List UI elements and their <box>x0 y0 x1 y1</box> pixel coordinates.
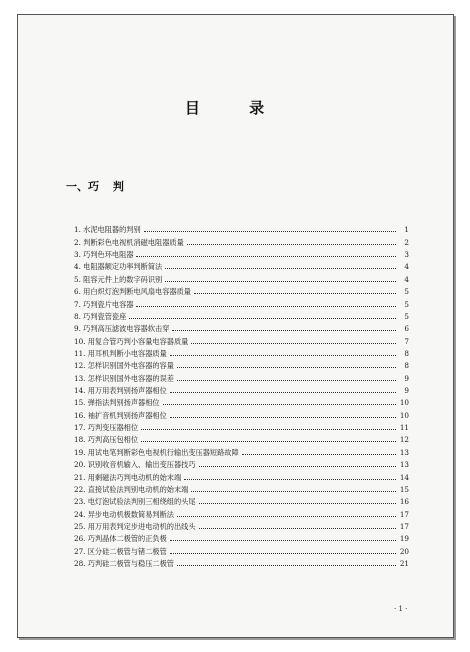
toc-entry-page: 9 <box>404 373 409 383</box>
toc-entry-page: 17 <box>399 509 409 519</box>
toc-entry[interactable] <box>74 347 409 359</box>
toc-entry[interactable] <box>74 285 409 297</box>
toc-entry-title: 21. 用剩磁法巧判电动机的始末端 <box>74 472 182 482</box>
toc-entry[interactable] <box>74 223 409 235</box>
toc-entry-title: 11. 用耳机判断小电容器质量 <box>74 348 167 358</box>
toc-entry[interactable] <box>74 470 409 482</box>
toc-leader-dots <box>144 231 396 232</box>
toc-entry-title: 16. 袖扩音机判别扬声器相位 <box>74 410 167 420</box>
toc-leader-dots <box>177 380 396 381</box>
toc-entry-title: 1. 水泥电阻器的判别 <box>74 225 141 235</box>
toc-leader-dots <box>141 441 396 442</box>
toc-entry-title: 26. 巧判晶体二极管的正负极 <box>74 534 167 544</box>
toc-entry-page: 5 <box>404 311 409 321</box>
toc-entry-page: 12 <box>399 435 409 445</box>
toc-leader-dots <box>177 565 396 566</box>
toc-entry-page: 10 <box>399 398 409 408</box>
toc-leader-dots <box>170 392 396 393</box>
toc-entry-page: 7 <box>404 336 409 346</box>
toc-entry-page: 6 <box>404 324 409 334</box>
toc-entry-page: 4 <box>404 274 409 284</box>
toc-entry[interactable] <box>74 322 409 334</box>
toc-entry[interactable] <box>74 458 409 470</box>
toc-entry[interactable] <box>74 532 409 544</box>
toc-leader-dots <box>163 404 396 405</box>
toc-entry[interactable] <box>74 371 409 383</box>
toc-leader-dots <box>170 355 396 356</box>
toc-entry[interactable] <box>74 310 409 322</box>
toc-entry[interactable] <box>74 384 409 396</box>
toc-entry-page: 14 <box>399 472 409 482</box>
toc-entry-title: 27. 区分硅二极管与锗二极管 <box>74 546 167 556</box>
toc-entry[interactable] <box>74 396 409 408</box>
toc-entry-page: 1 <box>404 225 409 235</box>
toc-entry-title: 7. 巧判瓷片电容器 <box>74 299 134 309</box>
toc-entry-title: 18. 巧判高压包相位 <box>74 435 139 445</box>
toc-entry-page: 10 <box>399 410 409 420</box>
toc-entry[interactable] <box>74 433 409 445</box>
toc-entry[interactable] <box>74 520 409 532</box>
toc-entry-page: 17 <box>399 521 409 531</box>
toc-leader-dots <box>165 281 396 282</box>
toc-leader-dots <box>199 528 396 529</box>
toc-entry-page: 16 <box>399 497 409 507</box>
page-title: 目 录 <box>184 99 287 117</box>
toc-entry-title: 5. 阻容元件上的数字码识别 <box>74 274 163 284</box>
toc-entry[interactable] <box>74 334 409 346</box>
toc-entry-title: 17. 巧判变压器相位 <box>74 423 139 433</box>
toc-entry[interactable] <box>74 483 409 495</box>
toc-entry-page: 21 <box>399 559 409 569</box>
toc-entry-page: 11 <box>399 423 409 433</box>
toc-entry-title: 4. 电阻器额定功率判断简法 <box>74 262 163 272</box>
page-number-footer: · 1 · <box>394 605 408 613</box>
toc-entry[interactable] <box>74 507 409 519</box>
toc-leader-dots <box>191 343 396 344</box>
toc-entry-title: 9. 巧判高压滤波电容器软击穿 <box>74 324 170 334</box>
toc-entry[interactable] <box>74 557 409 569</box>
toc-leader-dots <box>170 540 396 541</box>
table-of-contents <box>74 223 409 569</box>
toc-entry-page: 9 <box>404 386 409 396</box>
toc-leader-dots <box>141 429 396 430</box>
toc-leader-dots <box>136 306 396 307</box>
toc-entry[interactable] <box>74 297 409 309</box>
toc-entry[interactable] <box>74 408 409 420</box>
toc-entry-title: 24. 异步电动机极数简易判断法 <box>74 509 174 519</box>
toc-entry-title: 8. 巧判瓷管瓷座 <box>74 311 127 321</box>
toc-entry-page: 4 <box>404 262 409 272</box>
toc-leader-dots <box>172 330 396 331</box>
toc-leader-dots <box>191 491 396 492</box>
toc-entry-title: 3. 巧判色环电阻器 <box>74 250 134 260</box>
toc-entry-title: 28. 巧判硅二极管与稳压二极管 <box>74 559 174 569</box>
toc-leader-dots <box>170 553 396 554</box>
toc-entry[interactable] <box>74 495 409 507</box>
toc-entry-page: 2 <box>404 237 409 247</box>
toc-leader-dots <box>177 367 396 368</box>
toc-entry[interactable] <box>74 272 409 284</box>
toc-leader-dots <box>194 293 396 294</box>
toc-entry-page: 3 <box>404 250 409 260</box>
toc-leader-dots <box>242 454 396 455</box>
toc-entry[interactable] <box>74 544 409 556</box>
section-heading: 一、巧 判 <box>66 180 124 193</box>
toc-leader-dots <box>177 516 396 517</box>
toc-entry-title: 15. 弹指法判别扬声器相位 <box>74 398 160 408</box>
toc-entry-title: 10. 用复合管巧判小容量电容器质量 <box>74 336 189 346</box>
toc-entry-title: 12. 怎样识别国外电容器的容量 <box>74 361 174 371</box>
toc-entry-page: 13 <box>399 447 409 457</box>
toc-entry-title: 25. 用万用表判定步进电动机的出线头 <box>74 521 196 531</box>
toc-leader-dots <box>199 466 396 467</box>
toc-entry[interactable] <box>74 359 409 371</box>
toc-entry-page: 15 <box>399 484 409 494</box>
toc-entry-page: 20 <box>399 546 409 556</box>
toc-entry-title: 2. 判断彩色电视机消磁电阻器质量 <box>74 237 184 247</box>
toc-leader-dots <box>165 268 396 269</box>
toc-entry-page: 8 <box>404 361 409 371</box>
toc-entry[interactable] <box>74 260 409 272</box>
toc-entry[interactable] <box>74 248 409 260</box>
toc-entry-page: 13 <box>399 460 409 470</box>
toc-entry-title: 20. 识别收音机输入、输出变压器技巧 <box>74 460 196 470</box>
toc-entry-title: 6. 用白炽灯泡判断电风扇电容器质量 <box>74 287 191 297</box>
toc-entry-page: 5 <box>404 299 409 309</box>
toc-entry-title: 23. 电灯泡试验法判别三相绕组的头尾 <box>74 497 196 507</box>
toc-entry[interactable] <box>74 235 409 247</box>
toc-leader-dots <box>129 318 396 319</box>
toc-leader-dots <box>199 503 396 504</box>
toc-leader-dots <box>170 417 396 418</box>
toc-leader-dots <box>184 479 396 480</box>
toc-entry[interactable] <box>74 445 409 457</box>
toc-entry-title: 22. 直接试验法判别电动机的始末端 <box>74 484 189 494</box>
toc-entry-title: 14. 用万用表判别扬声器相位 <box>74 386 167 396</box>
toc-entry[interactable] <box>74 421 409 433</box>
toc-entry-title: 13. 怎样识别国外电容器的误差 <box>74 373 174 383</box>
document-page <box>17 14 454 638</box>
toc-leader-dots <box>136 256 396 257</box>
toc-leader-dots <box>187 244 396 245</box>
toc-entry-page: 19 <box>399 534 409 544</box>
toc-entry-title: 19. 用试电笔判断彩色电视机行输出变压器短路故障 <box>74 447 239 457</box>
toc-entry-page: 5 <box>404 287 409 297</box>
toc-entry-page: 8 <box>404 348 409 358</box>
